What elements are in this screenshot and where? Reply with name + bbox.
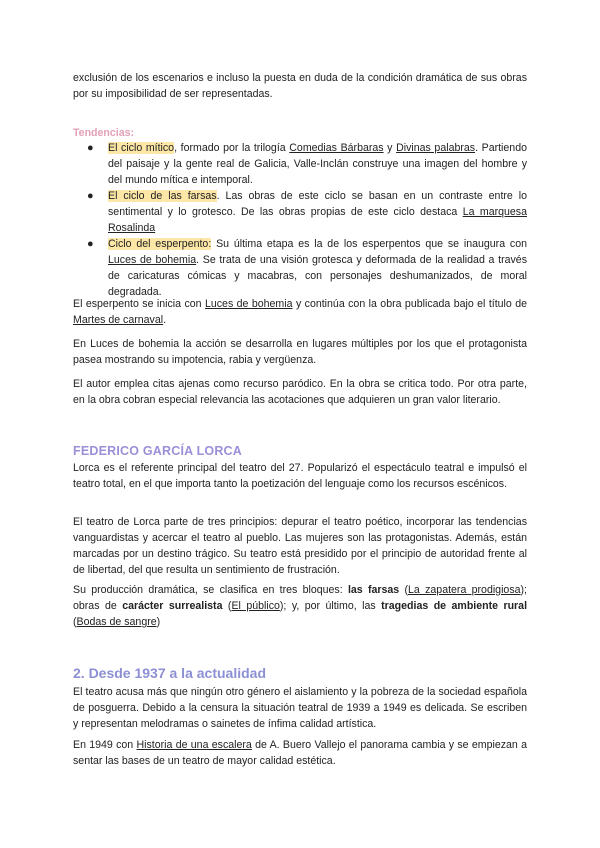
intro-text: exclusión de los escenarios e incluso la puesta en duda de la condición dramática de sus obras por su imposibilidad de ser representadas. [73,72,527,100]
text-span: de A. Buero Vallejo el panorama cambia y se empiezan a sentar las bases de un teatro de mayor calidad estética. [73,739,527,767]
list-item [73,236,527,300]
paragraph: El teatro acusa más que ningún otro género el aislamiento y la pobreza de la sociedad española de posguerra. Debido a la censura la situación teatral de 1939 a 1949 es delicada. Se escriben y representan melodramas o sainetes de ínfima calidad artística. [73,686,527,730]
highlight-ciclo-farsas: El ciclo de las farsas [108,190,217,202]
bold-text: las farsas [347,584,400,596]
text-span: . Se trata de una visión grotesca y deformada de la realidad a través de caricaturas cómicas y macabras, con personajes deshumanizados, de moral degradada. [108,254,527,298]
paragraph: El teatro de Lorca parte de tres principios: depurar el teatro poético, incorporar las tendencias vanguardistas y acercar el teatro al pueblo. Las mujeres son las protagonistas. Además, están marcadas por un destino trágico. Su teatro está presidido por el principio de autoridad frente al de libertad, del que resulta un sentimiento de frustración. [73,516,527,576]
bullet-icon: ● [87,238,94,250]
bold-text: tragedias de ambiente rural [381,600,528,612]
text-span: y [383,142,397,154]
link-zapatera-prodigiosa: La zapatera prodigiosa [408,584,521,596]
autor-paragraph [73,376,527,408]
link-divinas-palabras: Divinas palabras [396,142,476,154]
text-span: . Partiendo del paisaje y la gente real de Galicia, Valle-Inclán construye una imagen del hombre y del mundo mítica e intemporal. [108,142,527,186]
section2 [73,665,527,681]
text-span: ( [222,600,232,612]
link-marquesa-rosalinda: La marquesa Rosalinda [108,206,527,234]
tendencias-heading: Tendencias: [73,127,135,139]
paragraph [73,296,527,328]
text-span: , formado por la trilogía [174,142,290,154]
paragraph: En Luces de bohemia la acción se desarrolla en lugares múltiples por los que el protagonista pasea mostrando su impotencia, rabia y vergüenza. [73,338,527,366]
lorca-heading: FEDERICO GARCÍA LORCA [73,444,243,458]
link-comedias-barbaras: Comedias Bárbaras [289,142,384,154]
bullet-icon: ● [87,142,94,154]
text-span: ( [399,584,409,596]
paragraph: El autor emplea citas ajenas como recurso paródico. En la obra se critica todo. Por otra parte, en la obra cobran especial relevancia las acotaciones que adquieren un gran valor literario. [73,378,527,406]
intro-paragraph [73,70,527,102]
bullet-icon: ● [87,190,94,202]
list-item [73,188,527,236]
highlight-ciclo-mitico: El ciclo mítico [108,142,175,154]
paragraph: Lorca es el referente principal del teatro del 27. Popularizó el espectáculo teatral e impulsó el teatro total, en el que importa tanto la poetización del lenguaje como los recursos escénicos. [73,462,527,490]
section2-heading: 2. Desde 1937 a la actualidad [73,665,266,681]
link-bodas-sangre: Bodas de sangre [76,616,157,628]
section2-p2 [73,737,527,769]
highlight-ciclo-esperpento: Ciclo del esperpento: [108,238,212,250]
link-martes-carnaval: Martes de carnaval [73,314,164,326]
link-el-publico: El público [231,600,280,612]
text-span: ); obras de [73,584,527,612]
text-span: En 1949 con [73,739,137,751]
link-luces-bohemia: Luces de bohemia [108,254,197,266]
text-span: . [163,314,167,326]
section2-p1 [73,684,527,732]
lorca-p2 [73,514,527,578]
tendencias-section [73,125,527,300]
luces-paragraph [73,336,527,368]
paragraph [73,737,527,769]
list-item [73,140,527,188]
lorca-p1 [73,460,527,492]
lorca-section [73,443,527,459]
link-luces-bohemia: Luces de bohemia [204,298,293,310]
text-span: Su última etapa es la de los esperpentos que se inaugura con [211,238,527,250]
lorca-p3 [73,582,527,630]
paragraph [73,582,527,630]
text-span: Su producción dramática, se clasifica en tres bloques: [73,584,348,596]
tendencias-list [73,140,527,300]
text-span: . Las obras de este ciclo se basan en un contraste entre lo sentimental y lo grotesco. De las obras propias de este ciclo destaca [108,190,527,218]
text-span: El esperpento se inicia con [73,298,205,310]
link-historia-escalera: Historia de una escalera [136,739,252,751]
text-span: ) [156,616,161,628]
bold-text: carácter surrealista [122,600,223,612]
text-span: ); y, por último, las [279,600,382,612]
text-span: y continúa con la obra publicada bajo el título de [292,298,528,310]
esperpento-paragraph [73,296,527,328]
text-span: ( [73,616,77,628]
